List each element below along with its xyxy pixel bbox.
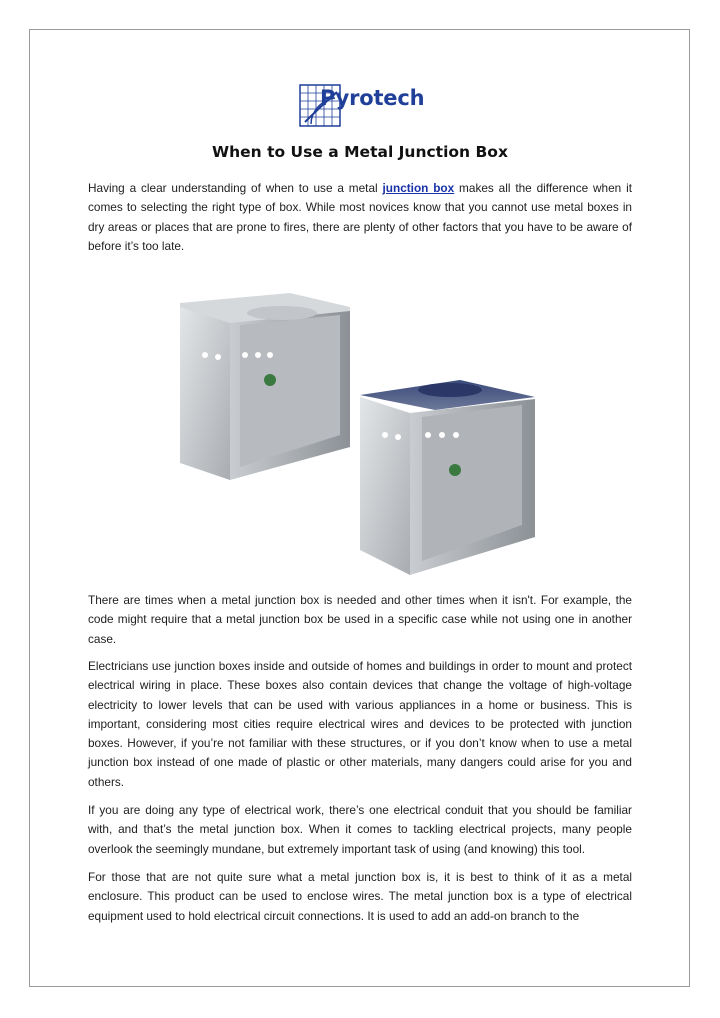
body-paragraph-2: There are times when a metal junction box is needed and other times when it isn't. For example, the code might require that a metal junction box be used in a specific case while not using one in another case. — [88, 593, 632, 646]
body-paragraph-4: If you are doing any type of electrical work, there’s one electrical conduit that you should be familiar with, and that’s the metal junction box. When it comes to tackling electrical projects, many people overlook the seemingly mundane, but extremely important task of using (and knowing) this tool. — [88, 803, 632, 856]
intro-text-end: makes all the difference when it comes to selecting the right type of box. While most novices know that you cannot use metal boxes in dry areas or places that are prone to fires, there are plenty of other factors that you have to be aware of before it’s too late. — [88, 181, 632, 253]
intro-paragraph — [88, 179, 632, 256]
body-paragraph-5: For those that are not quite sure what a metal junction box is, it is best to think of it as a metal enclosure. This product can be used to enclose wires. The metal junction box is a type of electrical equipment used to hold electrical circuit connections. It is used to add an add-on branch to the — [88, 870, 632, 923]
left-box — [180, 293, 350, 480]
right-box — [360, 380, 535, 575]
junction-box-photo — [170, 285, 550, 585]
intro-text-start: Having a clear understanding of when to use a metal — [88, 181, 383, 195]
page-title: When to Use a Metal Junction Box — [212, 143, 508, 161]
logo-text: Pyrotech — [320, 86, 425, 110]
junction-box-link[interactable]: junction box — [382, 181, 455, 195]
body-paragraph-3: Electricians use junction boxes inside and outside of homes and buildings in order to mount and protect electrical wiring in place. These boxes also contain devices that change the voltage of high-voltage electricity to lower levels that can be used with various appliances in a home or business. This is important, considering most cities require electrical wires and devices to be protected with junction boxes. However, if you’re not familiar with these structures, or if you don’t know when to use a metal junction box instead of one made of plastic or other materials, many dangers could arise for you and others. — [88, 659, 632, 789]
